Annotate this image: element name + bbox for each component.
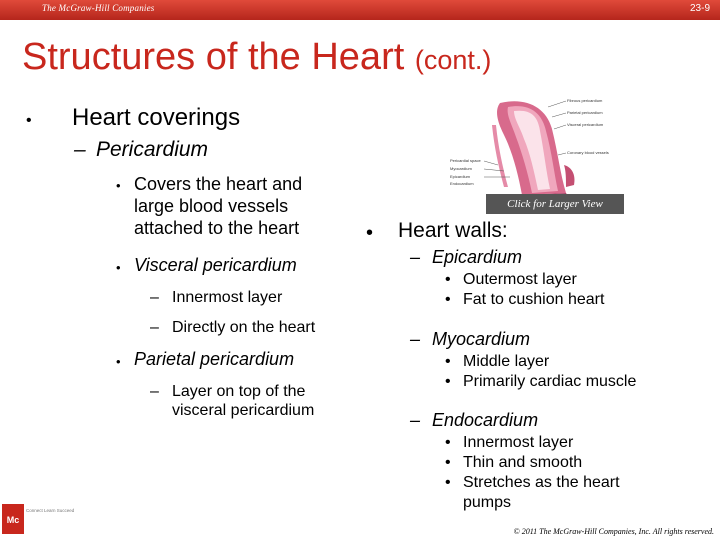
- illustration-label: Parietal pericardium: [567, 110, 603, 115]
- list-item: • Stretches as the heart: [445, 474, 620, 491]
- slide-number: 23-9: [689, 3, 710, 14]
- visceral-item: – Directly on the heart: [150, 319, 316, 336]
- illustration-label: Fibrous pericardium: [567, 98, 603, 103]
- illustration-label: Visceral pericardium: [567, 122, 604, 127]
- illustration-label: Endocardium: [450, 181, 474, 186]
- list-item: • Middle layer: [445, 353, 550, 370]
- heart-coverings-heading: Heart coverings: [72, 104, 241, 131]
- endocardium-list: [445, 433, 620, 513]
- copyright-notice: © 2011 The McGraw-Hill Companies, Inc. All rights reserved.: [513, 527, 714, 536]
- myocardium-list: [445, 352, 636, 392]
- myocardium-heading: – Myocardium: [410, 329, 531, 349]
- top-bar: [0, 0, 720, 20]
- publisher-name: The McGraw-Hill Companies: [42, 3, 155, 13]
- list-item: • Primarily cardiac muscle: [445, 373, 637, 390]
- list-item: • Innermost layer: [445, 434, 574, 451]
- epicardium-list: [445, 270, 604, 310]
- slide-title: [22, 36, 491, 79]
- illustration-label: Myocardium: [450, 166, 472, 171]
- title-main: Structures of the Heart: [22, 36, 405, 78]
- list-item: • Fat to cushion heart: [445, 291, 605, 308]
- heart-walls-heading: Heart walls:: [398, 219, 508, 242]
- endocardium-heading: – Endocardium: [410, 410, 539, 430]
- svg-text:Mc: Mc: [6, 515, 20, 525]
- epicardium-heading: – Epicardium: [410, 247, 523, 267]
- click-for-larger-view-button[interactable]: Click for Larger View: [486, 194, 624, 214]
- visceral-pericardium-label: Visceral pericardium: [134, 255, 297, 275]
- bullet-icon: •: [116, 354, 121, 369]
- mcgraw-hill-logo: [0, 498, 75, 540]
- illustration-label: Epicardium: [450, 174, 471, 179]
- illustration-label: Coronary blood vessels: [567, 150, 609, 155]
- pericardium-heading: – Pericardium: [74, 138, 209, 161]
- list-item: • Outermost layer: [445, 271, 577, 288]
- bullet-icon: •: [116, 260, 121, 275]
- parietal-pericardium-label: Parietal pericardium: [134, 349, 295, 369]
- bullet-icon: •: [116, 178, 121, 193]
- visceral-item: – Innermost layer: [150, 289, 283, 306]
- bullet-icon: •: [366, 222, 374, 244]
- parietal-item: – Layer on top of the visceral pericardium: [150, 383, 315, 419]
- bullet-icon: •: [26, 112, 32, 129]
- list-item: • Thin and smooth: [445, 454, 583, 471]
- list-item: pumps: [463, 494, 512, 511]
- title-suffix: (cont.): [414, 45, 492, 75]
- logo-text: Connect Learn Succeed: [26, 508, 75, 513]
- illustration-label: Pericardial space: [450, 158, 481, 163]
- covers-text: Covers the heart and large blood vessels attached to the heart: [134, 174, 303, 238]
